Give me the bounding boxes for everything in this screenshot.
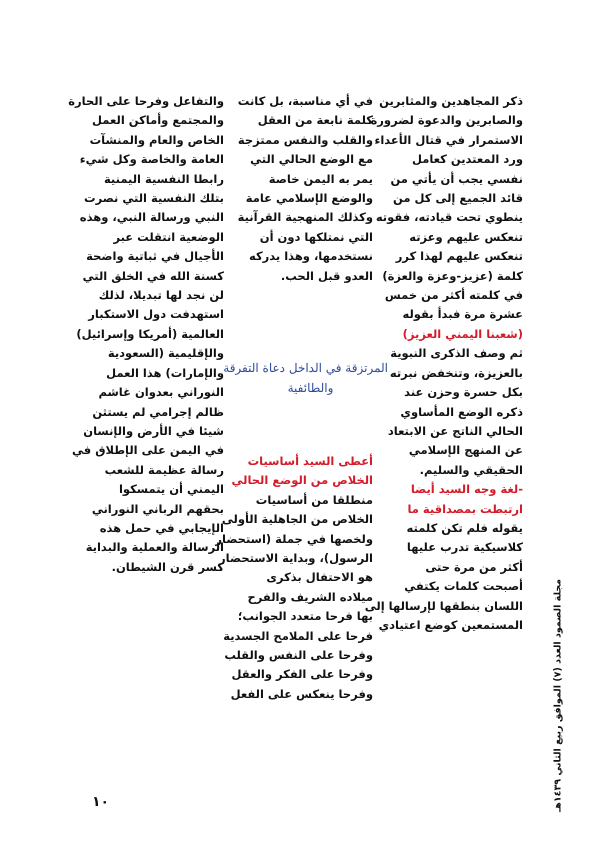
page-number: ١٠ xyxy=(92,794,110,810)
text-line: كلمة نابعة من العقل xyxy=(257,113,373,128)
text-line: العدو قبل الحب. xyxy=(280,268,373,283)
text-line: الإيجابي في حمل هذه xyxy=(99,520,224,535)
text-line: التي نمتلكها دون أن xyxy=(259,229,373,244)
text-line: ولخصها في جملة (استحضار xyxy=(215,531,373,546)
text-line: النوراني بعدوان غاشم xyxy=(98,385,224,400)
text-line: النبي ورسالة النبي، وهذه xyxy=(79,210,224,225)
text-line: اليمني أن يتمسكوا xyxy=(118,482,224,497)
text-line: يمر به اليمن خاصة xyxy=(268,171,373,186)
column-left xyxy=(68,92,224,577)
text-line: أصبحت كلمات يكتفي xyxy=(404,579,523,594)
side-running-header: مجلة الصمود العدد (٧) الموافق ربيع الثاني ١٤٣٩هـ xyxy=(552,578,564,812)
text-line: وفرحا على الفكر والعقل xyxy=(231,667,373,682)
text-line: المستمعين كوضع اعتيادي xyxy=(378,617,523,632)
text-line: ورد المعتدين كعامل xyxy=(411,152,523,167)
text-line: بتلك النفسية التي نصرت xyxy=(84,191,224,206)
text-line: لن نجد لها تبديلا، لذلك xyxy=(98,288,224,303)
text-line: يقوله فلم تكن كلمته xyxy=(406,520,523,535)
text-line: (شعبنا اليمني العزيز) xyxy=(402,326,523,341)
text-line: والوضع الإسلامي عامة xyxy=(245,191,373,206)
text-line: شيئا في الأرض والإنسان xyxy=(83,423,224,438)
text-line: الرسالة والعملية والبداية xyxy=(85,540,224,555)
text-line: رسالة عظيمة للشعب xyxy=(104,462,224,477)
text-line: ميلاده الشريف والفرح xyxy=(247,589,373,604)
text-line: نفسي يجب أن يأتي من xyxy=(390,171,523,186)
text-line: أكثر من مرة حتى xyxy=(425,559,523,574)
column-middle-lower xyxy=(215,452,373,704)
text-line: ظالم إجرامي لم يستثن xyxy=(92,404,224,419)
text-line: هو الاحتفال بذكرى xyxy=(266,570,373,585)
text-line: والمجتمع وأماكن العمل xyxy=(92,113,224,128)
text-line: قائد الجميع إلى كل من xyxy=(393,191,523,206)
text-line: تنعكس عليهم وعزته xyxy=(409,229,523,244)
text-line: الرسول)، وبداية الاستحضار xyxy=(219,551,373,566)
column-right xyxy=(364,92,523,635)
text-line: منطلقا من أساسيات xyxy=(255,492,373,507)
text-line: ذكره الوضع المأساوي xyxy=(400,404,523,419)
text-line: والإمارات) هذا العمل xyxy=(106,365,224,380)
text-line: بحقهم الرباني النوراني xyxy=(91,501,224,516)
text-line: في أي مناسبة، بل كانت xyxy=(237,94,373,108)
column-middle xyxy=(233,92,373,286)
pull-quote xyxy=(223,358,388,398)
text-line: العامة والخاصة وكل شيء xyxy=(79,152,224,167)
text-line: نستخدمها، وهذا يدركه xyxy=(248,249,373,264)
text-line: الخلاص من الوضع الحالي xyxy=(231,473,373,488)
text-line: كلاسيكية تدرب عليها xyxy=(406,540,523,555)
text-line: الأجيال في ثباتية واضحة xyxy=(86,249,224,264)
text-line: الحقيقي والسليم. xyxy=(419,462,523,477)
text-line: بها فرحا متعدد الجوانب؛ xyxy=(237,609,373,624)
text-line: في كلمته أكثر من خمس xyxy=(384,288,523,303)
text-line: والصابرين والدعوة لضرورة xyxy=(370,113,523,128)
pull-quote-line: والطائفية xyxy=(287,381,334,395)
text-line: والإقليمية (السعودية xyxy=(107,346,224,361)
text-line: الخلاص من الجاهلية الأولى xyxy=(221,512,373,527)
text-line: كسنة الله في الخلق التي xyxy=(82,268,224,283)
text-line: بالعزيزة، وتنخفض نبرته xyxy=(389,365,523,380)
text-line: والتفاعل وفرحا على الحارة xyxy=(68,94,224,108)
text-line: فرحا على الملامح الجسدية xyxy=(223,628,373,643)
text-line: الاستمرار في قتال الأعداء xyxy=(374,132,523,147)
text-line: وفرحا على النفس والقلب xyxy=(224,648,373,663)
text-line: اللسان بنطقها لإرسالها إلى xyxy=(364,598,523,613)
text-line: في اليمن على الإطلاق في xyxy=(72,443,224,458)
text-line: وفرحا ينعكس على الفعل xyxy=(230,686,373,701)
text-line: كسر قرن الشيطان. xyxy=(111,559,224,574)
text-line: تنعكس عليهم لهذا كرر xyxy=(395,249,523,264)
text-line: وكذلك المنهجية القرآنية xyxy=(237,210,373,225)
text-line: بكل حسرة وحزن عند xyxy=(404,385,523,400)
text-line: ينطوي تحت قيادته، فقوته xyxy=(375,210,523,225)
text-line: الحالي الناتج عن الابتعاد xyxy=(387,423,523,438)
text-line: -لغة وجه السيد أيضا xyxy=(410,482,523,497)
text-line: ارتبطت بمصداقية ما xyxy=(407,501,523,516)
text-line: عن المنهج الإسلامي xyxy=(408,443,523,458)
text-line: الخاص والعام والمنشآت xyxy=(89,132,224,147)
text-line: والقلب والنفس ممتزجة xyxy=(237,132,373,147)
text-line: العالمية (أمريكا وإسرائيل) xyxy=(76,326,224,341)
text-line: أعطى السيد أساسيات xyxy=(247,454,373,468)
text-line: كلمة (عزيز-وعزة والعزة) xyxy=(382,268,523,283)
text-line: الوضعية انتقلت عبر xyxy=(113,229,224,244)
text-line: رابطا النفسية اليمنية xyxy=(103,171,224,186)
text-line: مع الوضع الحالي التي xyxy=(250,152,373,167)
text-line: ثم وصف الذكرى النبوية xyxy=(390,346,523,361)
text-line: ذكر المجاهدين والمثابرين xyxy=(379,94,523,108)
text-line: استهدفت دول الاستكبار xyxy=(88,307,224,322)
pull-quote-line: المرتزقة في الداخل دعاة التفرقة xyxy=(223,361,388,375)
text-line: عشرة مرة فبدأ بقوله xyxy=(402,307,523,322)
